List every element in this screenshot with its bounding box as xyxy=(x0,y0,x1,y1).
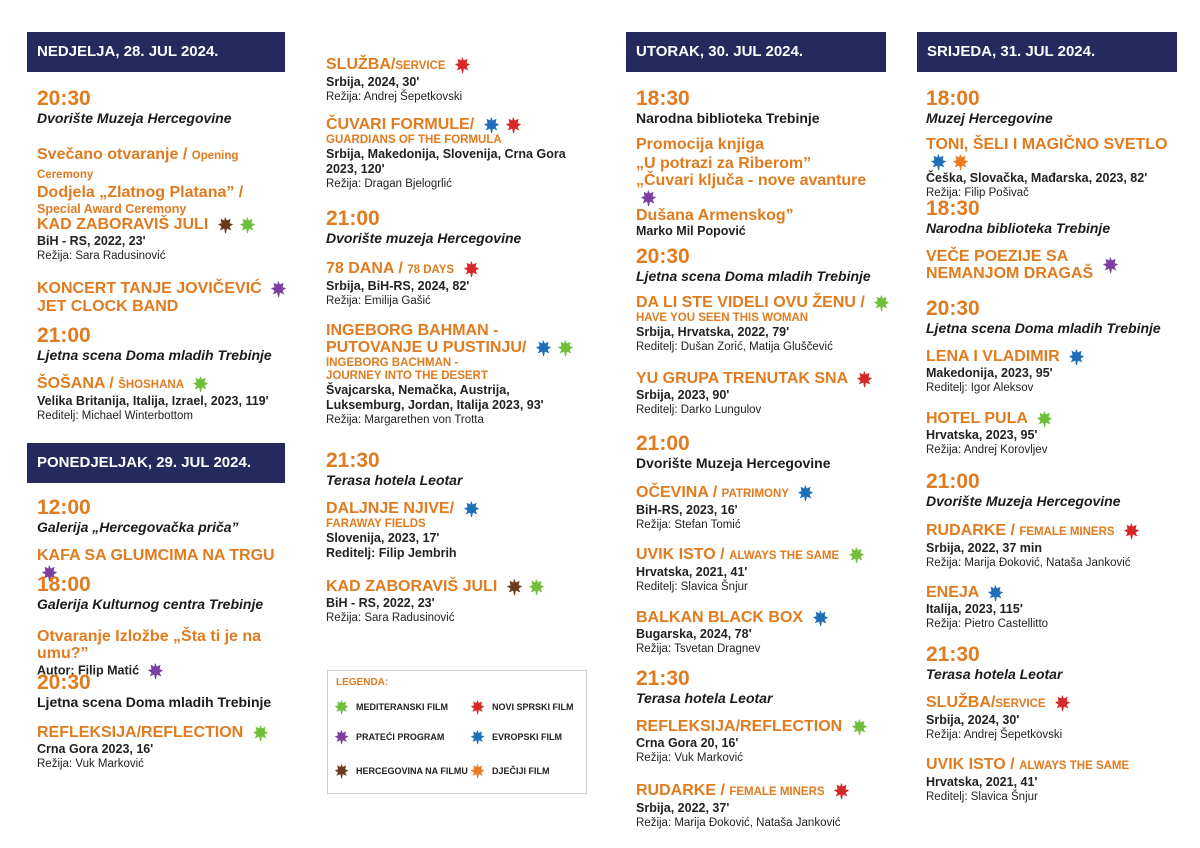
event-block xyxy=(926,298,1181,337)
event-meta: Hrvatska, 2021, 41' xyxy=(926,775,1038,789)
event-credit: Reditelj: Slavica Šnjur xyxy=(926,791,1038,803)
event-block xyxy=(926,136,1191,200)
event-credit: Režija: Dragan Bjelogrlić xyxy=(326,178,452,190)
event-credit: Režija: Marija Đoković, Nataša Janković xyxy=(636,817,841,830)
event-meta: Hrvatska, 2023, 95' xyxy=(926,428,1038,442)
event-block xyxy=(37,724,292,771)
event-block xyxy=(37,497,287,536)
event-block xyxy=(636,546,898,594)
event-title: Dušana Armenskog” xyxy=(636,207,794,224)
event-meta: Crna Gora 2023, 16' xyxy=(37,742,154,756)
leaf-icon-blue xyxy=(470,729,486,745)
leaf-icon-blue xyxy=(797,484,815,502)
day-header-label: NEDJELJA, 28. JUL 2024. xyxy=(37,43,219,60)
event-block xyxy=(636,136,891,239)
event-subtitle: GUARDIANS OF THE FORMULA xyxy=(326,134,502,146)
event-time: 20:30 xyxy=(37,87,91,110)
leaf-icon-green xyxy=(851,718,869,736)
event-title: Svečano otvaranje / xyxy=(37,146,188,163)
event-title-en: SERVICE xyxy=(995,698,1046,711)
event-title: KONCERT TANJE JOVIČEVIĆ xyxy=(37,280,262,298)
event-title-en: ALWAYS THE SAME xyxy=(729,550,840,563)
event-title: UVIK ISTO / xyxy=(926,756,1015,773)
legend xyxy=(327,670,587,794)
event-block xyxy=(636,609,898,656)
event-venue: Ljetna scena Doma mladih Trebinje xyxy=(926,320,1161,336)
leaf-icon-green xyxy=(334,699,350,715)
event-time: 20:30 xyxy=(636,245,690,268)
legend-label: PRATEĆI PROGRAM xyxy=(356,732,445,742)
event-credit: Režija: Vuk Marković xyxy=(636,752,743,764)
leaf-icon-blue xyxy=(930,153,948,171)
leaf-icon-green xyxy=(528,578,546,596)
leaf-icon-red xyxy=(463,260,481,278)
event-credit: Režija: Pietro Castellitto xyxy=(926,618,1049,630)
event-title: KAD ZABORAVIŠ JULI xyxy=(37,216,209,234)
event-credit: Režija: Tsvetan Dragnev xyxy=(636,643,761,655)
event-block xyxy=(636,246,891,285)
event-title: Otvaranje Izložbe „Šta ti je na umu?” xyxy=(37,628,262,662)
event-credit: Autor: Filip Matić xyxy=(37,663,140,678)
event-title: OČEVINA / xyxy=(636,484,718,502)
leaf-icon-orange xyxy=(470,763,486,779)
event-title: YU GRUPA TRENUTAK SNA xyxy=(636,370,848,388)
event-title: DA LI STE VIDELI OVU ŽENU / xyxy=(636,294,865,312)
day-header-sunday xyxy=(27,32,285,72)
leaf-icon-purple xyxy=(270,280,288,298)
event-credit: Reditelj: Darko Lungulov xyxy=(636,404,762,416)
leaf-icon-brown xyxy=(506,578,524,596)
leaf-icon-red xyxy=(470,699,486,715)
event-venue: Narodna biblioteka Trebinje xyxy=(926,220,1111,236)
event-block xyxy=(37,216,292,263)
event-meta: Češka, Slovačka, Mađarska, 2023, 82' xyxy=(926,171,1148,185)
event-block xyxy=(926,584,1188,631)
event-time: 21:00 xyxy=(37,324,91,347)
event-venue: Narodna biblioteka Trebinje xyxy=(636,110,820,126)
event-title: Promocija knjiga xyxy=(636,136,765,153)
event-title: LENA I VLADIMIR xyxy=(926,348,1060,366)
event-time: 21:30 xyxy=(926,643,980,666)
event-meta: Srbija, 2022, 37 min xyxy=(926,541,1043,556)
event-block xyxy=(926,198,1176,237)
event-meta: Reditelj: Filip Jembrih xyxy=(326,546,457,560)
leaf-icon-green xyxy=(848,546,866,564)
event-subtitle: INGEBORG BACHMAN - xyxy=(326,357,459,369)
legend-item xyxy=(334,729,444,745)
event-credit: Režija: Andrej Korovljev xyxy=(926,444,1048,456)
leaf-icon-green xyxy=(557,339,575,357)
event-meta: Italija, 2023, 115' xyxy=(926,602,1023,616)
event-time: 21:30 xyxy=(326,449,380,472)
event-title-en: ŠHOSHANA xyxy=(118,379,185,392)
event-title-en: FEMALE MINERS xyxy=(1019,526,1115,539)
legend-label: HERCEGOVINA NA FILMU xyxy=(356,766,468,776)
event-meta: Srbija, BiH-RS, 2024, 82' xyxy=(326,279,470,294)
event-block xyxy=(636,294,898,354)
event-block xyxy=(37,574,287,613)
event-block xyxy=(326,260,588,308)
event-title-en: Opening Ceremony xyxy=(37,150,239,181)
leaf-icon-green xyxy=(252,724,270,742)
event-block xyxy=(636,668,886,707)
leaf-icon-red xyxy=(833,782,851,800)
legend-label: MEDITERANSKI FILM xyxy=(356,702,448,712)
event-venue: Dvorište Muzeja Hercegovine xyxy=(926,493,1121,509)
event-title: DALJNJE NJIVE/ xyxy=(326,500,455,518)
legend-item xyxy=(470,763,550,779)
legend-item xyxy=(470,729,562,745)
event-title: SLUŽBA/ xyxy=(326,56,396,74)
leaf-icon-red xyxy=(1054,694,1072,712)
day-header-wednesday xyxy=(917,32,1177,72)
event-title: „Čuvari ključa - nove avanture xyxy=(636,172,867,189)
event-title: INGEBORG BAHMAN - xyxy=(326,322,499,339)
event-title: NEMANJOM DRAGAŠ xyxy=(926,265,1094,282)
leaf-icon-brown xyxy=(217,216,235,234)
legend-item xyxy=(334,699,448,715)
event-venue: Muzej Hercegovine xyxy=(926,110,1053,126)
event-title: BALKAN BLACK BOX xyxy=(636,609,804,627)
event-title: PUTOVANJE U PUSTINJU/ xyxy=(326,339,527,357)
leaf-icon-red xyxy=(505,116,523,134)
event-venue: Dvorište muzeja Hercegovine xyxy=(326,230,522,246)
event-meta: Srbija, 2023, 90' xyxy=(636,388,730,402)
leaf-icon-purple xyxy=(334,729,350,745)
event-block xyxy=(636,718,898,765)
event-title: 78 DANA / xyxy=(326,260,403,278)
day-header-monday xyxy=(27,443,285,483)
event-venue: Dvorište Muzeja Hercegovine xyxy=(37,110,232,126)
event-title: KAD ZABORAVIŠ JULI xyxy=(326,578,498,596)
leaf-icon-green xyxy=(239,216,257,234)
event-meta: Srbija, 2024, 30' xyxy=(326,75,420,90)
event-block xyxy=(636,484,898,532)
event-meta: Srbija, Hrvatska, 2022, 79' xyxy=(636,325,790,339)
event-time: 21:00 xyxy=(926,470,980,493)
event-block xyxy=(926,694,1188,742)
event-block xyxy=(926,644,1176,683)
event-title: ENEJA xyxy=(926,584,979,602)
leaf-icon-blue xyxy=(483,116,501,134)
event-credit: Režija: Andrej Šepetkovski xyxy=(326,91,463,104)
event-meta: Luksemburg, Jordan, Italija 2023, 93' xyxy=(326,398,544,412)
leaf-icon-green xyxy=(192,375,210,393)
event-credit: Reditelj: Michael Winterbottom xyxy=(37,410,193,423)
event-credit: Režija: Vuk Marković xyxy=(37,758,144,770)
event-venue: Ljetna scena Doma mladih Trebinje xyxy=(636,268,871,284)
leaf-icon-purple xyxy=(640,189,658,207)
event-title: RUDARKE / xyxy=(636,782,725,800)
event-venue: Terasa hotela Leotar xyxy=(636,690,773,706)
leaf-icon-red xyxy=(454,56,472,74)
leaf-icon-blue xyxy=(812,609,830,627)
event-title: „U potrazi za Riberom” xyxy=(636,155,812,172)
event-block xyxy=(326,500,588,561)
event-title: SLUŽBA/ xyxy=(926,694,996,712)
event-credit: Reditelj: Igor Aleksov xyxy=(926,382,1034,394)
event-meta: Velika Britanija, Italija, Izrael, 2023, 119' xyxy=(37,394,269,409)
event-venue: Ljetna scena Doma mladih Trebinje xyxy=(37,694,272,710)
event-venue: Ljetna scena Doma mladih Trebinje xyxy=(37,347,272,363)
event-meta: Bugarska, 2024, 78' xyxy=(636,627,752,641)
legend-label: EVROPSKI FILM xyxy=(492,732,563,742)
leaf-icon-blue xyxy=(463,500,481,518)
leaf-icon-red xyxy=(856,370,874,388)
event-venue: Galerija „Hercegovačka priča” xyxy=(37,519,239,535)
event-block xyxy=(926,348,1188,395)
event-meta: Srbija, 2024, 30' xyxy=(926,713,1020,728)
event-title: RUDARKE / xyxy=(926,522,1015,540)
event-time: 21:00 xyxy=(636,432,690,455)
event-title-en: ALWAYS THE SAME xyxy=(1019,760,1130,772)
event-title: JET CLOCK BAND xyxy=(37,298,179,315)
event-title: VEČE POEZIJE SA xyxy=(926,248,1069,265)
event-credit: Režija: Stefan Tomić xyxy=(636,519,741,532)
event-block xyxy=(926,522,1191,570)
event-block xyxy=(326,578,588,625)
event-time: 12:00 xyxy=(37,496,91,519)
event-credit: Režija: Sara Radusinović xyxy=(37,250,166,262)
event-title: HOTEL PULA xyxy=(926,410,1028,428)
event-credit: Režija: Emilija Gašić xyxy=(326,295,431,308)
event-block xyxy=(37,146,292,217)
event-title: REFLEKSIJA/REFLECTION xyxy=(37,724,244,742)
event-title-en: PATRIMONY xyxy=(721,488,789,501)
event-credit: Reditelj: Slavica Šnjur xyxy=(636,581,748,594)
leaf-icon-blue xyxy=(987,584,1005,602)
event-time: 18:30 xyxy=(926,197,980,220)
event-credit: Režija: Sara Radusinović xyxy=(326,612,455,624)
legend-label: NOVI SPRSKI FILM xyxy=(492,702,574,712)
event-title: UVIK ISTO / xyxy=(636,546,725,564)
legend-title: LEGENDA: xyxy=(336,677,389,688)
leaf-icon-blue xyxy=(1068,348,1086,366)
event-block xyxy=(926,248,1188,282)
day-header-tuesday xyxy=(626,32,886,72)
event-meta: Švajcarska, Nemačka, Austrija, xyxy=(326,383,510,397)
leaf-icon-green xyxy=(873,294,891,312)
event-credit: Marko Mil Popović xyxy=(636,224,746,238)
legend-label: DJEČIJI FILM xyxy=(492,766,550,776)
event-subtitle: FARAWAY FIELDS xyxy=(326,518,426,530)
event-venue: Dvorište Muzeja Hercegovine xyxy=(636,455,831,471)
event-title: TONI, ŠELI I MAGIČNO SVETLO xyxy=(926,136,1168,153)
event-time: 20:30 xyxy=(37,671,91,694)
event-meta: BiH-RS, 2023, 16' xyxy=(636,503,738,518)
event-meta: Crna Gora 20, 16' xyxy=(636,736,739,750)
event-block xyxy=(926,88,1176,127)
event-credit: Režija: Andrej Šepetkovski xyxy=(926,729,1063,742)
event-time: 18:00 xyxy=(37,573,91,596)
event-subtitle: Special Award Ceremony xyxy=(37,202,187,216)
event-credit: Reditelj: Dušan Zorić, Matija Gluščević xyxy=(636,341,833,353)
event-venue: Galerija Kulturnog centra Trebinje xyxy=(37,596,264,612)
legend-item xyxy=(334,763,468,779)
event-venue: Terasa hotela Leotar xyxy=(326,472,463,488)
event-block xyxy=(326,450,588,489)
event-block xyxy=(926,471,1181,510)
leaf-icon-blue xyxy=(535,339,553,357)
event-block xyxy=(37,88,287,127)
event-title-en: SERVICE xyxy=(395,60,446,73)
event-title: ČUVARI FORMULE/ xyxy=(326,116,475,134)
leaf-icon-purple xyxy=(1102,256,1120,274)
event-meta: 2023, 120' xyxy=(326,162,385,176)
event-credit: Režija: Marija Đoković, Nataša Janković xyxy=(926,557,1131,570)
event-meta: Makedonija, 2023, 95' xyxy=(926,366,1053,380)
event-block xyxy=(636,88,886,127)
event-title-en: FEMALE MINERS xyxy=(729,786,825,799)
event-time: 21:30 xyxy=(636,667,690,690)
event-block xyxy=(326,322,591,427)
event-block xyxy=(926,410,1188,457)
event-title-en: 78 DAYS xyxy=(407,264,455,277)
event-block xyxy=(636,370,898,417)
event-meta: Srbija, Makedonija, Slovenija, Crna Gora xyxy=(326,147,566,161)
event-block xyxy=(926,756,1188,804)
event-credit: Režija: Filip Pošivač xyxy=(926,187,1029,199)
event-block xyxy=(37,325,292,364)
event-title: Dodjela „Zlatnog Platana” / xyxy=(37,184,244,201)
event-block xyxy=(636,433,886,472)
event-block xyxy=(326,208,588,247)
event-block xyxy=(37,672,287,711)
event-title: REFLEKSIJA/REFLECTION xyxy=(636,718,843,736)
event-block xyxy=(326,56,588,104)
event-subtitle: JOURNEY INTO THE DESERT xyxy=(326,370,488,382)
event-block xyxy=(37,375,295,423)
event-title: KAFA SA GLUMCIMA NA TRGU xyxy=(37,547,275,564)
event-time: 18:30 xyxy=(636,87,690,110)
event-block xyxy=(636,782,898,830)
event-meta: BiH - RS, 2022, 23' xyxy=(37,234,146,248)
event-subtitle: HAVE YOU SEEN THIS WOMAN xyxy=(636,312,809,324)
event-meta: Hrvatska, 2021, 41' xyxy=(636,565,748,580)
event-time: 20:30 xyxy=(926,297,980,320)
event-meta: Srbija, 2022, 37' xyxy=(636,801,730,816)
event-venue: Terasa hotela Leotar xyxy=(926,666,1063,682)
event-block xyxy=(326,116,588,191)
leaf-icon-red xyxy=(1123,522,1141,540)
legend-item xyxy=(470,699,574,715)
day-header-label: UTORAK, 30. JUL 2024. xyxy=(636,43,804,60)
event-block xyxy=(37,280,292,315)
event-meta: Slovenija, 2023, 17' xyxy=(326,531,440,545)
event-credit: Režija: Margarethen von Trotta xyxy=(326,414,484,426)
event-title: ŠOŠANA / xyxy=(37,375,114,393)
day-header-label: SRIJEDA, 31. JUL 2024. xyxy=(927,43,1096,60)
leaf-icon-green xyxy=(1036,410,1054,428)
event-time: 18:00 xyxy=(926,87,980,110)
day-header-label: PONEDJELJAK, 29. JUL 2024. xyxy=(37,454,251,471)
event-meta: BiH - RS, 2022, 23' xyxy=(326,596,435,610)
leaf-icon-brown xyxy=(334,763,350,779)
leaf-icon-orange xyxy=(952,153,970,171)
event-time: 21:00 xyxy=(326,207,380,230)
